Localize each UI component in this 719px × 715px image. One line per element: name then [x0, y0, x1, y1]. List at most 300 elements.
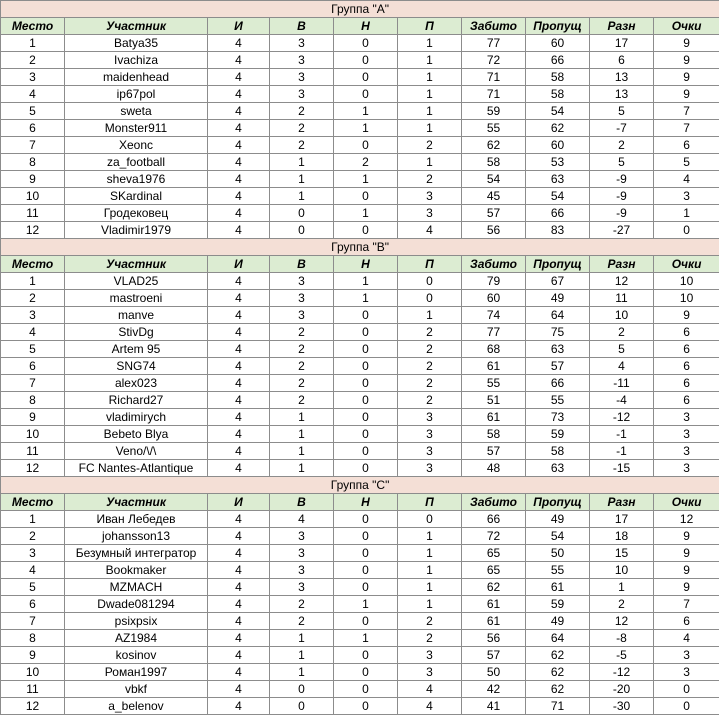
cell-games: 4 — [208, 681, 270, 698]
cell-diff: 10 — [590, 307, 654, 324]
cell-draws: 2 — [334, 154, 398, 171]
column-header-participant: Участник — [65, 18, 208, 35]
cell-losses: 1 — [398, 52, 462, 69]
table-row — [1, 545, 719, 562]
cell-games: 4 — [208, 290, 270, 307]
cell-diff: 13 — [590, 86, 654, 103]
cell-games: 4 — [208, 35, 270, 52]
column-header-wins: В — [270, 256, 334, 273]
cell-games: 4 — [208, 188, 270, 205]
column-header-row — [1, 18, 719, 35]
cell-scored: 60 — [462, 290, 526, 307]
cell-losses: 3 — [398, 443, 462, 460]
cell-participant: MZMACH — [65, 579, 208, 596]
cell-losses: 1 — [398, 35, 462, 52]
cell-draws: 0 — [334, 647, 398, 664]
cell-losses: 4 — [398, 698, 462, 715]
cell-conceded: 57 — [526, 358, 590, 375]
cell-place: 6 — [1, 596, 65, 613]
cell-points: 7 — [654, 103, 719, 120]
cell-place: 4 — [1, 324, 65, 341]
cell-scored: 41 — [462, 698, 526, 715]
column-header-wins: В — [270, 494, 334, 511]
cell-losses: 2 — [398, 341, 462, 358]
cell-losses: 2 — [398, 630, 462, 647]
cell-scored: 66 — [462, 511, 526, 528]
cell-participant: VLAD25 — [65, 273, 208, 290]
cell-scored: 77 — [462, 35, 526, 52]
cell-participant: StivDg — [65, 324, 208, 341]
table-row — [1, 664, 719, 681]
cell-points: 9 — [654, 545, 719, 562]
table-row — [1, 103, 719, 120]
cell-conceded: 64 — [526, 630, 590, 647]
cell-participant: sheva1976 — [65, 171, 208, 188]
column-header-games: И — [208, 494, 270, 511]
cell-draws: 0 — [334, 358, 398, 375]
cell-wins: 1 — [270, 460, 334, 477]
cell-scored: 51 — [462, 392, 526, 409]
cell-diff: -20 — [590, 681, 654, 698]
cell-wins: 3 — [270, 562, 334, 579]
cell-draws: 0 — [334, 375, 398, 392]
cell-points: 3 — [654, 664, 719, 681]
cell-wins: 3 — [270, 290, 334, 307]
cell-games: 4 — [208, 103, 270, 120]
cell-place: 2 — [1, 290, 65, 307]
cell-games: 4 — [208, 222, 270, 239]
cell-draws: 0 — [334, 681, 398, 698]
cell-participant: Иван Лебедев — [65, 511, 208, 528]
cell-draws: 0 — [334, 341, 398, 358]
cell-points: 6 — [654, 392, 719, 409]
cell-diff: -9 — [590, 171, 654, 188]
cell-conceded: 54 — [526, 528, 590, 545]
table-row — [1, 324, 719, 341]
cell-wins: 1 — [270, 443, 334, 460]
cell-scored: 56 — [462, 222, 526, 239]
cell-scored: 72 — [462, 528, 526, 545]
cell-losses: 1 — [398, 562, 462, 579]
cell-points: 0 — [654, 222, 719, 239]
cell-wins: 1 — [270, 630, 334, 647]
cell-diff: -7 — [590, 120, 654, 137]
cell-losses: 0 — [398, 273, 462, 290]
cell-wins: 3 — [270, 52, 334, 69]
cell-conceded: 49 — [526, 290, 590, 307]
table-row — [1, 69, 719, 86]
cell-games: 4 — [208, 460, 270, 477]
cell-points: 0 — [654, 681, 719, 698]
cell-points: 7 — [654, 596, 719, 613]
cell-diff: 5 — [590, 103, 654, 120]
cell-games: 4 — [208, 545, 270, 562]
column-header-row — [1, 256, 719, 273]
cell-wins: 2 — [270, 613, 334, 630]
cell-place: 5 — [1, 103, 65, 120]
table-row — [1, 35, 719, 52]
cell-wins: 3 — [270, 273, 334, 290]
cell-scored: 61 — [462, 596, 526, 613]
cell-conceded: 61 — [526, 579, 590, 596]
cell-participant: Ivachiza — [65, 52, 208, 69]
cell-place: 3 — [1, 69, 65, 86]
cell-points: 10 — [654, 290, 719, 307]
cell-conceded: 66 — [526, 375, 590, 392]
cell-scored: 58 — [462, 426, 526, 443]
cell-participant: manve — [65, 307, 208, 324]
cell-draws: 0 — [334, 52, 398, 69]
column-header-diff: Разн — [590, 256, 654, 273]
cell-participant: Batya35 — [65, 35, 208, 52]
cell-participant: Bebeto Blya — [65, 426, 208, 443]
cell-place: 1 — [1, 35, 65, 52]
cell-points: 6 — [654, 358, 719, 375]
cell-games: 4 — [208, 120, 270, 137]
table-row — [1, 681, 719, 698]
cell-wins: 1 — [270, 154, 334, 171]
cell-losses: 3 — [398, 426, 462, 443]
cell-losses: 3 — [398, 664, 462, 681]
cell-points: 6 — [654, 324, 719, 341]
cell-place: 6 — [1, 120, 65, 137]
cell-place: 5 — [1, 341, 65, 358]
cell-wins: 1 — [270, 647, 334, 664]
cell-place: 11 — [1, 681, 65, 698]
cell-points: 9 — [654, 307, 719, 324]
cell-participant: vbkf — [65, 681, 208, 698]
cell-games: 4 — [208, 69, 270, 86]
column-header-wins: В — [270, 18, 334, 35]
cell-participant: Роман1997 — [65, 664, 208, 681]
cell-participant: SNG74 — [65, 358, 208, 375]
cell-games: 4 — [208, 205, 270, 222]
cell-diff: 12 — [590, 273, 654, 290]
column-header-draws: Н — [334, 256, 398, 273]
cell-losses: 1 — [398, 154, 462, 171]
cell-games: 4 — [208, 358, 270, 375]
cell-participant: AZ1984 — [65, 630, 208, 647]
cell-games: 4 — [208, 341, 270, 358]
cell-losses: 1 — [398, 579, 462, 596]
cell-conceded: 60 — [526, 35, 590, 52]
cell-scored: 61 — [462, 613, 526, 630]
cell-wins: 3 — [270, 35, 334, 52]
cell-scored: 62 — [462, 579, 526, 596]
cell-wins: 2 — [270, 341, 334, 358]
cell-conceded: 75 — [526, 324, 590, 341]
cell-points: 6 — [654, 375, 719, 392]
cell-draws: 0 — [334, 137, 398, 154]
cell-scored: 68 — [462, 341, 526, 358]
cell-games: 4 — [208, 630, 270, 647]
cell-place: 9 — [1, 647, 65, 664]
cell-games: 4 — [208, 511, 270, 528]
cell-diff: -12 — [590, 664, 654, 681]
cell-place: 4 — [1, 562, 65, 579]
cell-scored: 65 — [462, 562, 526, 579]
column-header-conceded: Пропущ — [526, 18, 590, 35]
cell-diff: -8 — [590, 630, 654, 647]
cell-participant: za_football — [65, 154, 208, 171]
cell-place: 10 — [1, 188, 65, 205]
cell-conceded: 66 — [526, 52, 590, 69]
cell-losses: 3 — [398, 188, 462, 205]
cell-games: 4 — [208, 664, 270, 681]
cell-participant: Artem 95 — [65, 341, 208, 358]
cell-points: 9 — [654, 52, 719, 69]
cell-losses: 3 — [398, 460, 462, 477]
group-title-row — [1, 477, 719, 494]
cell-draws: 1 — [334, 205, 398, 222]
cell-scored: 54 — [462, 171, 526, 188]
cell-losses: 1 — [398, 69, 462, 86]
table-row — [1, 409, 719, 426]
cell-losses: 0 — [398, 290, 462, 307]
cell-diff: 5 — [590, 154, 654, 171]
cell-place: 2 — [1, 528, 65, 545]
cell-scored: 65 — [462, 545, 526, 562]
cell-wins: 3 — [270, 579, 334, 596]
cell-games: 4 — [208, 579, 270, 596]
cell-wins: 2 — [270, 358, 334, 375]
cell-losses: 1 — [398, 528, 462, 545]
cell-draws: 0 — [334, 69, 398, 86]
cell-games: 4 — [208, 52, 270, 69]
group-title: Группа "В" — [1, 239, 719, 256]
cell-points: 9 — [654, 528, 719, 545]
cell-points: 1 — [654, 205, 719, 222]
table-row — [1, 375, 719, 392]
cell-points: 6 — [654, 341, 719, 358]
cell-conceded: 49 — [526, 613, 590, 630]
cell-participant: Безумный интегратор — [65, 545, 208, 562]
cell-place: 12 — [1, 222, 65, 239]
cell-diff: 15 — [590, 545, 654, 562]
cell-points: 3 — [654, 647, 719, 664]
cell-draws: 0 — [334, 698, 398, 715]
cell-place: 12 — [1, 460, 65, 477]
cell-points: 3 — [654, 443, 719, 460]
cell-losses: 3 — [398, 647, 462, 664]
cell-draws: 0 — [334, 579, 398, 596]
column-header-place: Место — [1, 256, 65, 273]
cell-participant: psixpsix — [65, 613, 208, 630]
cell-participant: a_belenov — [65, 698, 208, 715]
cell-scored: 45 — [462, 188, 526, 205]
standings-body — [1, 1, 719, 715]
cell-losses: 3 — [398, 205, 462, 222]
cell-draws: 0 — [334, 460, 398, 477]
cell-losses: 2 — [398, 171, 462, 188]
cell-participant: SKardinal — [65, 188, 208, 205]
cell-conceded: 83 — [526, 222, 590, 239]
cell-draws: 0 — [334, 613, 398, 630]
cell-wins: 4 — [270, 511, 334, 528]
cell-conceded: 55 — [526, 562, 590, 579]
cell-draws: 0 — [334, 188, 398, 205]
cell-scored: 77 — [462, 324, 526, 341]
cell-wins: 1 — [270, 409, 334, 426]
cell-diff: 4 — [590, 358, 654, 375]
cell-diff: 2 — [590, 137, 654, 154]
cell-losses: 3 — [398, 409, 462, 426]
cell-games: 4 — [208, 426, 270, 443]
column-header-place: Место — [1, 494, 65, 511]
cell-draws: 1 — [334, 273, 398, 290]
table-row — [1, 596, 719, 613]
cell-losses: 4 — [398, 681, 462, 698]
cell-participant: Гродековец — [65, 205, 208, 222]
cell-diff: 12 — [590, 613, 654, 630]
cell-points: 10 — [654, 273, 719, 290]
cell-games: 4 — [208, 324, 270, 341]
table-row — [1, 120, 719, 137]
cell-place: 8 — [1, 392, 65, 409]
cell-conceded: 62 — [526, 664, 590, 681]
cell-diff: -1 — [590, 443, 654, 460]
cell-participant: kosinov — [65, 647, 208, 664]
cell-draws: 0 — [334, 324, 398, 341]
cell-diff: 17 — [590, 511, 654, 528]
cell-wins: 3 — [270, 69, 334, 86]
column-header-participant: Участник — [65, 256, 208, 273]
cell-losses: 1 — [398, 307, 462, 324]
cell-wins: 3 — [270, 307, 334, 324]
cell-participant: Xeonc — [65, 137, 208, 154]
cell-diff: -15 — [590, 460, 654, 477]
cell-diff: -1 — [590, 426, 654, 443]
cell-scored: 61 — [462, 409, 526, 426]
column-header-diff: Разн — [590, 18, 654, 35]
cell-conceded: 58 — [526, 69, 590, 86]
cell-draws: 1 — [334, 171, 398, 188]
cell-participant: Dwade081294 — [65, 596, 208, 613]
cell-conceded: 62 — [526, 681, 590, 698]
cell-participant: ip67pol — [65, 86, 208, 103]
table-row — [1, 273, 719, 290]
column-header-points: Очки — [654, 494, 719, 511]
cell-conceded: 59 — [526, 596, 590, 613]
cell-draws: 0 — [334, 562, 398, 579]
cell-games: 4 — [208, 375, 270, 392]
cell-points: 9 — [654, 579, 719, 596]
cell-diff: -12 — [590, 409, 654, 426]
cell-wins: 0 — [270, 222, 334, 239]
cell-diff: -5 — [590, 647, 654, 664]
cell-scored: 42 — [462, 681, 526, 698]
cell-points: 9 — [654, 35, 719, 52]
cell-conceded: 62 — [526, 647, 590, 664]
cell-wins: 2 — [270, 324, 334, 341]
cell-wins: 1 — [270, 664, 334, 681]
cell-games: 4 — [208, 154, 270, 171]
cell-conceded: 50 — [526, 545, 590, 562]
column-header-participant: Участник — [65, 494, 208, 511]
group-title: Группа "С" — [1, 477, 719, 494]
cell-conceded: 58 — [526, 443, 590, 460]
cell-place: 2 — [1, 52, 65, 69]
table-row — [1, 426, 719, 443]
cell-diff: 10 — [590, 562, 654, 579]
column-header-row — [1, 494, 719, 511]
table-row — [1, 647, 719, 664]
column-header-games: И — [208, 18, 270, 35]
cell-conceded: 73 — [526, 409, 590, 426]
cell-conceded: 53 — [526, 154, 590, 171]
table-row — [1, 205, 719, 222]
cell-draws: 0 — [334, 545, 398, 562]
cell-place: 8 — [1, 154, 65, 171]
group-title-row — [1, 1, 719, 18]
cell-draws: 1 — [334, 596, 398, 613]
cell-diff: 6 — [590, 52, 654, 69]
cell-conceded: 59 — [526, 426, 590, 443]
cell-games: 4 — [208, 528, 270, 545]
cell-games: 4 — [208, 86, 270, 103]
column-header-losses: П — [398, 494, 462, 511]
cell-diff: -27 — [590, 222, 654, 239]
cell-wins: 0 — [270, 681, 334, 698]
cell-place: 7 — [1, 375, 65, 392]
cell-conceded: 63 — [526, 460, 590, 477]
cell-conceded: 54 — [526, 188, 590, 205]
cell-participant: FC Nantes-Atlantique — [65, 460, 208, 477]
cell-scored: 79 — [462, 273, 526, 290]
cell-place: 6 — [1, 358, 65, 375]
cell-points: 9 — [654, 562, 719, 579]
cell-scored: 62 — [462, 137, 526, 154]
cell-conceded: 67 — [526, 273, 590, 290]
table-row — [1, 528, 719, 545]
cell-scored: 71 — [462, 69, 526, 86]
cell-games: 4 — [208, 307, 270, 324]
cell-draws: 0 — [334, 392, 398, 409]
cell-draws: 0 — [334, 426, 398, 443]
cell-scored: 57 — [462, 443, 526, 460]
cell-games: 4 — [208, 647, 270, 664]
cell-scored: 61 — [462, 358, 526, 375]
cell-conceded: 64 — [526, 307, 590, 324]
cell-losses: 1 — [398, 120, 462, 137]
cell-draws: 0 — [334, 409, 398, 426]
cell-points: 6 — [654, 137, 719, 154]
cell-wins: 2 — [270, 137, 334, 154]
cell-place: 11 — [1, 443, 65, 460]
cell-draws: 0 — [334, 222, 398, 239]
cell-participant: sweta — [65, 103, 208, 120]
column-header-diff: Разн — [590, 494, 654, 511]
cell-draws: 0 — [334, 511, 398, 528]
cell-participant: Bookmaker — [65, 562, 208, 579]
cell-place: 1 — [1, 511, 65, 528]
cell-losses: 0 — [398, 511, 462, 528]
cell-games: 4 — [208, 273, 270, 290]
table-row — [1, 630, 719, 647]
cell-draws: 1 — [334, 290, 398, 307]
cell-games: 4 — [208, 613, 270, 630]
cell-participant: Veno/\/\ — [65, 443, 208, 460]
cell-losses: 2 — [398, 324, 462, 341]
cell-points: 4 — [654, 171, 719, 188]
cell-wins: 1 — [270, 188, 334, 205]
cell-diff: -4 — [590, 392, 654, 409]
cell-place: 7 — [1, 137, 65, 154]
cell-wins: 1 — [270, 171, 334, 188]
cell-games: 4 — [208, 698, 270, 715]
table-row — [1, 154, 719, 171]
cell-diff: 11 — [590, 290, 654, 307]
